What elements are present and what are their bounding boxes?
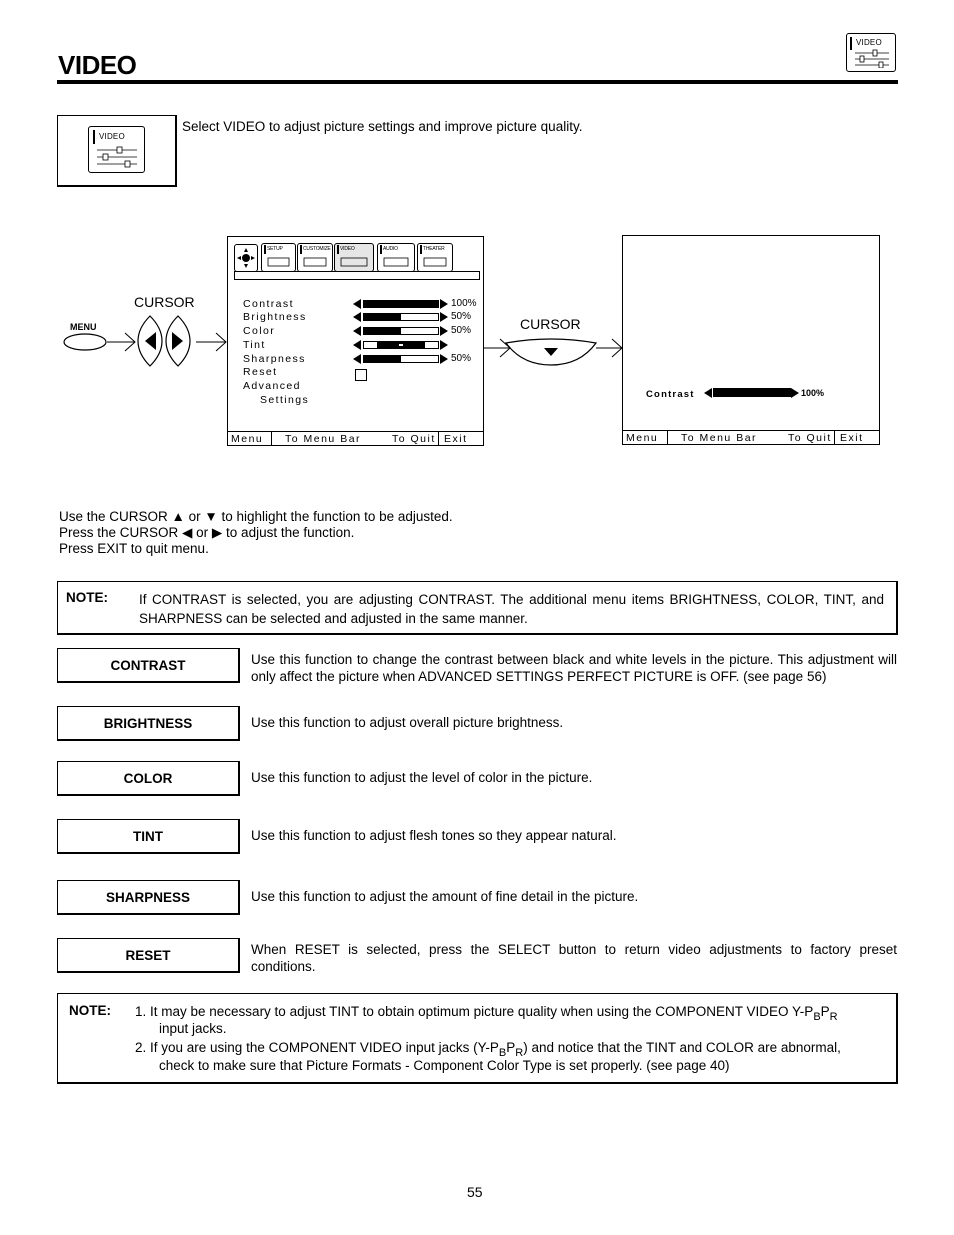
contrast-bottom-to-menu-bar-label: To Menu Bar <box>681 432 758 444</box>
instructions <box>59 509 453 557</box>
video-menu-icon <box>88 126 145 173</box>
contrast-decrease-icon <box>704 388 712 398</box>
arrow-to-cursor-icon <box>107 329 137 355</box>
note-component-box <box>57 993 898 1084</box>
increase-arrow-icon[interactable] <box>440 326 448 336</box>
contrast-bottom-bar <box>623 430 879 445</box>
menu-item-brightness[interactable]: Brightness <box>243 311 307 323</box>
bottom-exit-label: Exit <box>444 433 468 445</box>
page-number: 55 <box>467 1184 483 1200</box>
header-icon-label: VIDEO <box>856 38 882 47</box>
level-bar-fill <box>364 314 401 320</box>
tab-glyph-icon <box>301 256 329 268</box>
function-label-reset: RESET <box>57 938 240 973</box>
contrast-bottom-exit-label: Exit <box>840 432 864 444</box>
note-label: NOTE: <box>66 590 108 605</box>
menu-button-label: MENU <box>70 322 97 332</box>
function-label-contrast: CONTRAST <box>57 648 240 683</box>
note-text: If CONTRAST is selected, you are adjusting CONTRAST. The additional menu items BRIGHTNESS, COLOR, TINT, and SHARPNESS can be selected and adjusted in the same manner. <box>139 592 884 626</box>
intro-icon-frame <box>57 115 177 187</box>
tab-customize[interactable] <box>297 243 333 272</box>
menu-item-advanced[interactable]: Advanced <box>243 380 301 392</box>
level-value: 100% <box>451 298 477 309</box>
instruction-line: Press EXIT to quit menu. <box>59 541 209 556</box>
video-osd-menu <box>227 236 484 446</box>
increase-arrow-icon[interactable] <box>440 299 448 309</box>
increase-arrow-icon[interactable] <box>440 312 448 322</box>
contrast-osd-screen <box>622 235 880 445</box>
tab-setup[interactable] <box>261 243 296 272</box>
tab-glyph-icon <box>265 256 292 268</box>
contrast-bottom-to-quit-label: To Quit <box>788 432 832 444</box>
level-bar <box>363 341 439 349</box>
page-title: VIDEO <box>58 50 137 80</box>
decrease-arrow-icon[interactable] <box>353 326 361 336</box>
decrease-arrow-icon[interactable] <box>353 354 361 364</box>
level-bar <box>363 300 439 308</box>
note2-item2-cont: check to make sure that Picture Formats - Component Color Type is set properly. (see page 40) <box>159 1058 730 1073</box>
tab-glyph-icon <box>338 256 370 268</box>
contrast-screen-label: Contrast <box>646 389 695 400</box>
bottom-to-quit-label: To Quit <box>392 433 436 445</box>
note2-item1: 1. It may be necessary to adjust TINT to obtain optimum picture quality when using the COMPONENT VIDEO $Y-P_BP_R$ <box>135 1004 838 1023</box>
function-description-color: Use this function to adjust the level of color in the picture. <box>251 770 593 785</box>
tab-label: AUDIO <box>383 246 398 252</box>
title-rule <box>57 80 898 84</box>
move-select-icon <box>234 244 258 272</box>
increase-arrow-icon[interactable] <box>440 354 448 364</box>
tab-theater[interactable] <box>417 243 453 272</box>
decrease-arrow-icon[interactable] <box>353 299 361 309</box>
increase-arrow-icon[interactable] <box>440 340 448 350</box>
level-bar-fill <box>364 328 401 334</box>
menu-button[interactable] <box>62 332 112 352</box>
arrow-to-contrast-screen-icon <box>596 336 624 360</box>
instruction-line: Press the CURSOR ◀ or ▶ to adjust the function. <box>59 525 355 540</box>
tab-label: THEATER <box>423 246 445 252</box>
menu-item-sharpness[interactable]: Sharpness <box>243 353 306 365</box>
cursor-left-right-buttons[interactable] <box>134 313 202 369</box>
level-value: 50% <box>451 325 472 336</box>
level-bar <box>363 327 439 335</box>
tab-glyph-icon <box>381 256 411 268</box>
menu-item-reset[interactable]: Reset <box>243 366 278 378</box>
function-label-brightness: BRIGHTNESS <box>57 706 240 741</box>
tab-glyph-icon <box>421 256 449 268</box>
contrast-bottom-menu-label: Menu <box>626 432 659 444</box>
osd-bottom-bar <box>228 431 483 446</box>
contrast-screen-bar <box>713 388 791 397</box>
reset-checkbox[interactable] <box>355 369 367 381</box>
tab-label: VIDEO <box>340 246 355 252</box>
level-value: 50% <box>451 353 472 364</box>
header-video-icon <box>846 33 896 72</box>
level-bar <box>363 313 439 321</box>
contrast-screen-fill <box>714 389 790 396</box>
note-contrast-box <box>57 581 898 635</box>
arrow-to-osd-icon <box>196 329 228 355</box>
intro-text: Select VIDEO to adjust picture settings and improve picture quality. <box>182 119 583 134</box>
tab-video[interactable] <box>334 243 374 272</box>
function-description-reset: When RESET is selected, press the SELECT button to return video adjustments to factory preset conditions. <box>251 942 897 974</box>
menu-item-settings[interactable]: Settings <box>260 394 310 406</box>
menu-item-contrast[interactable]: Contrast <box>243 298 294 310</box>
tab-label: CUSTOMIZE <box>303 246 331 252</box>
function-description-contrast: Use this function to change the contrast between black and white levels in the picture. This adjustment will only affect the picture when ADVANCED SETTINGS PERFECT PICTURE is OFF. (see page 56) <box>251 652 897 684</box>
contrast-screen-value: 100% <box>801 388 825 398</box>
cursor-down-button[interactable] <box>502 337 600 369</box>
cursor-left-label: CURSOR <box>134 294 195 310</box>
level-bar-fill <box>364 356 401 362</box>
level-bar-fill <box>377 342 425 348</box>
decrease-arrow-icon[interactable] <box>353 340 361 350</box>
bottom-menu-label: Menu <box>231 433 264 445</box>
instruction-line: Use the CURSOR ▲ or ▼ to highlight the function to be adjusted. <box>59 509 453 524</box>
menu-item-color[interactable]: Color <box>243 325 276 337</box>
function-description-tint: Use this function to adjust flesh tones so they appear natural. <box>251 828 617 843</box>
tab-label: SETUP <box>267 246 283 252</box>
menu-item-tint[interactable]: Tint <box>243 339 266 351</box>
note2-label: NOTE: <box>69 1003 111 1018</box>
level-value: 50% <box>451 311 472 322</box>
contrast-increase-icon <box>791 388 799 398</box>
tab-underline-bar <box>234 271 480 280</box>
intro-icon-label: VIDEO <box>99 132 125 141</box>
decrease-arrow-icon[interactable] <box>353 312 361 322</box>
function-label-tint: TINT <box>57 819 240 854</box>
note2-item2: 2. If you are using the COMPONENT VIDEO input jacks $(Y-P_BP_R)$ and notice that the TINT and COLOR are abnormal, <box>135 1040 841 1059</box>
tab-audio[interactable] <box>377 243 415 272</box>
note2-item1-cont: input jacks. <box>159 1021 227 1036</box>
level-bar <box>363 355 439 363</box>
function-label-sharpness: SHARPNESS <box>57 880 240 915</box>
bottom-to-menu-bar-label: To Menu Bar <box>285 433 362 445</box>
function-description-sharpness: Use this function to adjust the amount of fine detail in the picture. <box>251 889 639 904</box>
level-bar-fill <box>364 301 438 307</box>
cursor-right-label: CURSOR <box>520 316 581 332</box>
function-description-brightness: Use this function to adjust overall picture brightness. <box>251 715 564 730</box>
function-label-color: COLOR <box>57 761 240 796</box>
